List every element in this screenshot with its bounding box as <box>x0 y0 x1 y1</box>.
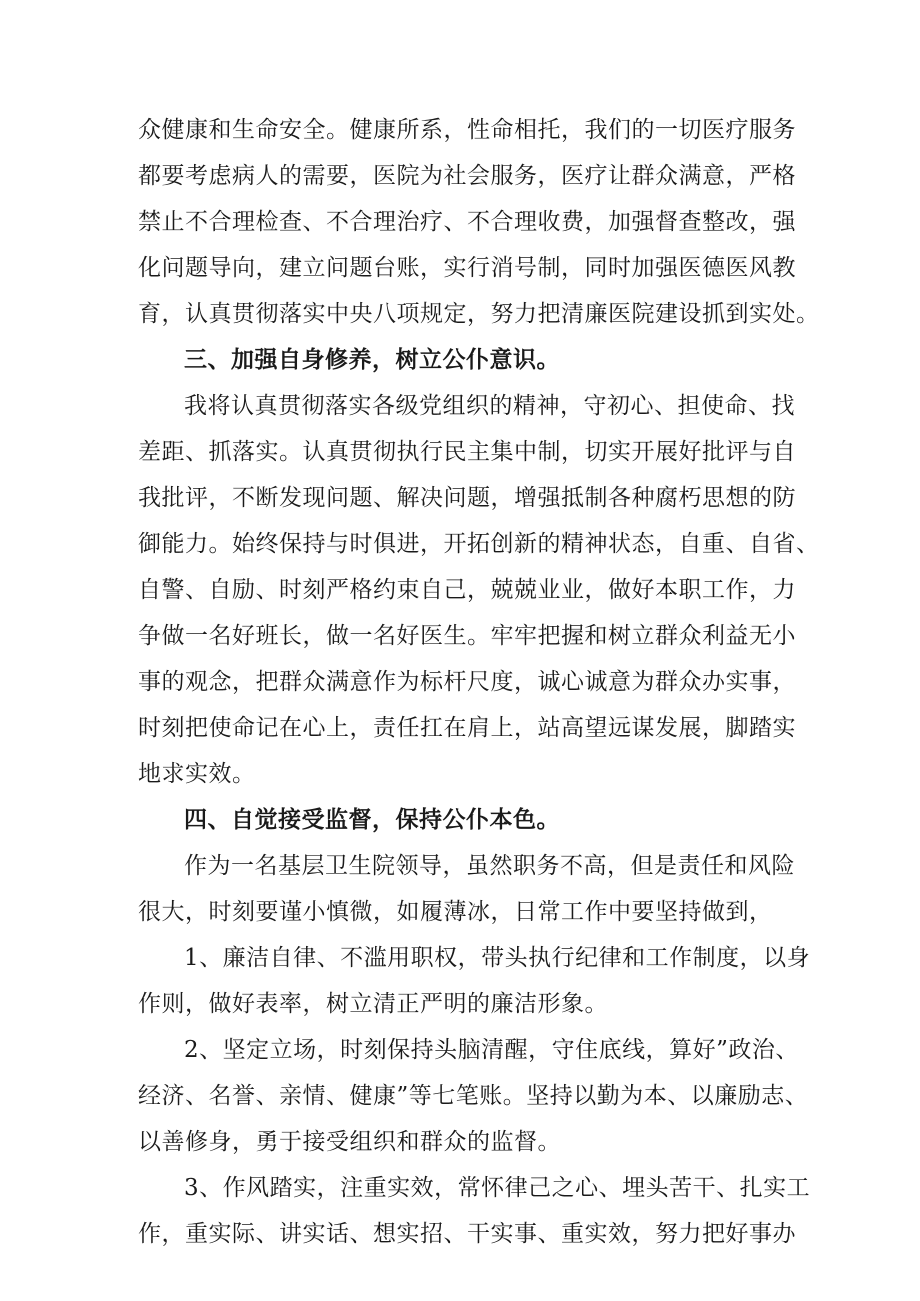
paragraph-line: 事的观念，把群众满意作为标杆尺度，诚心诚意为群众办实事， <box>138 669 796 695</box>
paragraph-line: 化问题导向，建立问题台账，实行消号制，同时加强医德医风教 <box>138 255 796 281</box>
paragraph-line: 争做一名好班长，做一名好医生。牢牢把握和树立群众利益无小 <box>138 623 796 649</box>
paragraph-line: 都要考虑病人的需要，医院为社会服务，医疗让群众满意，严格 <box>138 163 796 189</box>
list-item-line: 3、作风踏实，注重实效，常怀律己之心、埋头苦干、扎实工 <box>184 1175 811 1201</box>
paragraph-line: 很大，时刻要谨小慎微，如履薄冰，日常工作中要坚持做到， <box>138 899 773 925</box>
paragraph-line: 禁止不合理检查、不合理治疗、不合理收费，加强督查整改，强 <box>138 209 796 235</box>
list-item-line: 作，重实际、讲实话、想实招、干实事、重实效，努力把好事办 <box>138 1221 796 1247</box>
paragraph-line: 自警、自励、时刻严格约束自己，兢兢业业，做好本职工作，力 <box>138 577 796 603</box>
list-item-line: 1、廉洁自律、不滥用职权，带头执行纪律和工作制度，以身 <box>184 945 811 971</box>
paragraph-line: 时刻把使命记在心上，责任扛在肩上，站高望远谋发展，脚踏实 <box>138 715 796 741</box>
list-item-line: 2、坚定立场，时刻保持头脑清醒，守住底线，算好”政治、 <box>184 1037 799 1063</box>
list-item-line: 作则，做好表率，树立清正严明的廉洁形象。 <box>138 991 608 1017</box>
section-heading: 三、加强自身修养，树立公仆意识。 <box>184 347 560 373</box>
section-heading: 四、自觉接受监督，保持公仆本色。 <box>184 807 560 833</box>
paragraph-line: 地求实效。 <box>138 761 256 787</box>
paragraph-line: 众健康和生命安全。健康所系，性命相托，我们的一切医疗服务 <box>138 117 796 143</box>
list-item-line: 以善修身，勇于接受组织和群众的监督。 <box>138 1129 561 1155</box>
paragraph-line: 我批评，不断发现问题、解决问题，增强抵制各种腐朽思想的防 <box>138 485 796 511</box>
paragraph-line: 作为一名基层卫生院领导，虽然职务不高，但是责任和风险 <box>184 853 795 879</box>
paragraph-line: 御能力。始终保持与时俱进，开拓创新的精神状态，自重、自省、 <box>138 531 820 557</box>
paragraph-line: 我将认真贯彻落实各级党组织的精神，守初心、担使命、找 <box>184 393 795 419</box>
paragraph-line: 差距、抓落实。认真贯彻执行民主集中制，切实开展好批评与自 <box>138 439 796 465</box>
list-item-line: 经济、名誉、亲情、健康”等七笔账。坚持以勤为本、以廉励志、 <box>138 1083 809 1109</box>
paragraph-line: 育，认真贯彻落实中央八项规定，努力把清廉医院建设抓到实处。 <box>138 301 820 327</box>
